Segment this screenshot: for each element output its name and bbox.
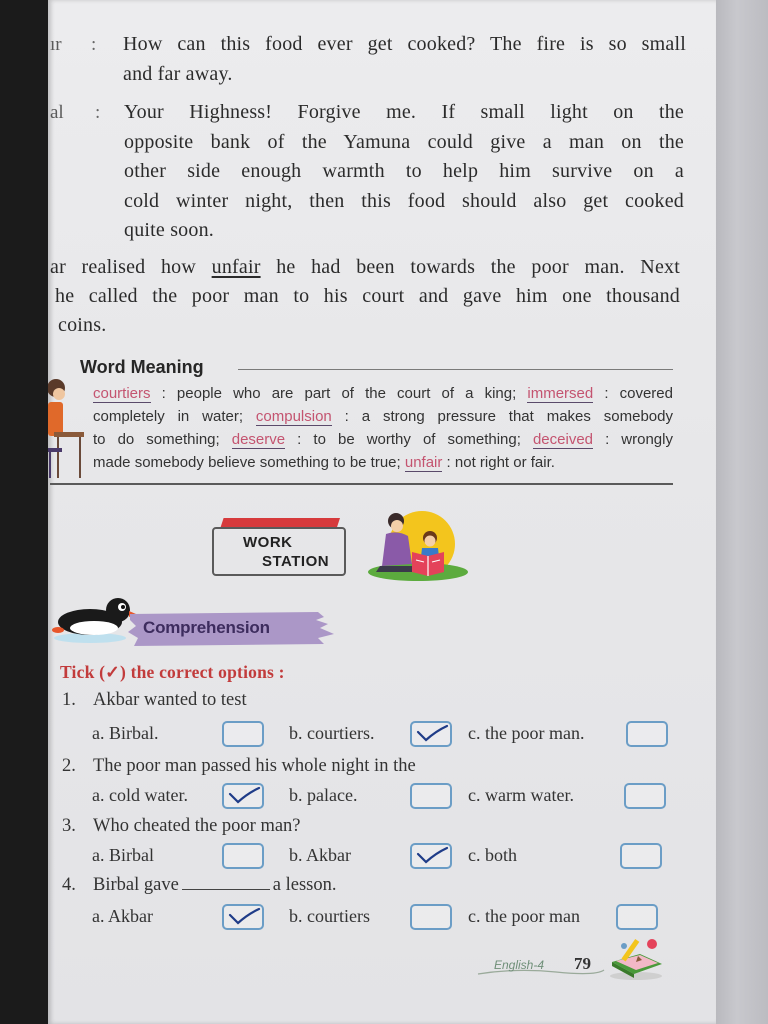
definition-text: : wrongly [593,431,673,448]
question-number: 1. [62,690,76,710]
definition-text: : covered [593,385,673,402]
answer-blank [182,875,270,890]
question-stem: The poor man passed his whole night in the [93,756,416,776]
definition-text: made somebody believe something to be true; [93,454,405,471]
dialogue-line: other side enough warmth to help him survive on a [124,160,684,182]
word-meaning-line [93,428,673,451]
speaker-label: al [50,102,64,123]
definition-text: : a strong pressure that makes somebody [331,408,673,425]
option-label: b. courtiers. [289,723,375,743]
speaker-colon: : [95,102,101,123]
option-label: c. the poor man [468,906,580,926]
word-meaning-heading: Word Meaning [80,357,204,377]
option-label: b. palace. [289,785,358,805]
definition-text: completely in water; [93,408,256,425]
section-divider [50,483,673,485]
word-meaning-block [93,382,673,474]
option-checkbox[interactable] [222,843,264,869]
option-checkbox[interactable] [620,843,662,869]
question-number: 3. [62,816,76,836]
dialogue-line: cold winter night, then this food should also get cooked [124,189,684,212]
option-label: b. courtiers [289,906,370,926]
penguin-icon [50,594,136,646]
option-checkbox[interactable] [222,721,264,747]
option-checkbox[interactable] [222,904,264,930]
instruction-text: Tick (✓) the correct options : [60,662,285,682]
definition-text: : people who are part of the court of a king; [150,385,528,402]
narration-text: ar realised how [50,256,212,278]
term-courtiers: courtiers [93,385,151,402]
option-checkbox[interactable] [410,904,452,930]
checkmark-icon [412,845,450,867]
reading-girl-illustration [48,372,88,482]
speaker-label: ır [50,34,62,55]
reading-illustration [366,510,474,584]
term-compulsion: compulsion [255,408,332,425]
checkmark-icon [224,785,262,807]
checkmark-icon [412,723,450,745]
checkmark-icon [224,906,262,928]
dialogue-line: quite soon. [124,219,214,241]
work-station-title: WORK [243,534,293,551]
dialogue-block [124,98,684,246]
term-deceived: deceived [532,431,594,448]
underlined-word: unfair [211,256,261,278]
question-stem-part: Birbal gave [93,875,179,895]
section-title: Comprehension [143,618,270,637]
option-checkbox[interactable] [222,783,264,809]
narration-line: he called the poor man to his court and gave him one thousand [55,285,680,307]
option-label: a. Birbal [92,845,154,865]
option-label: c. both [468,845,517,865]
definition-text: : to be worthy of something; [285,431,533,448]
word-meaning-line [93,382,673,405]
work-station-title: STATION [262,553,330,570]
question-stem: Akbar wanted to test [93,690,247,710]
word-meaning-line [93,405,673,428]
option-checkbox[interactable] [410,721,452,747]
speaker-colon: : [91,34,97,55]
question-number: 4. [62,875,76,895]
term-unfair: unfair [404,454,443,471]
dialogue-line: and far away. [123,62,233,85]
narration-line: coins. [58,314,107,336]
option-label: b. Akbar [289,845,351,865]
page-number: 79 [574,954,591,973]
heading-rule [238,369,673,370]
option-checkbox[interactable] [616,904,658,930]
narration-text: he had been towards the poor man. Next [260,256,680,278]
term-immersed: immersed [527,385,594,402]
question-number: 2. [62,756,76,776]
dialogue-line: How can this food ever get cooked? The fire is so small [123,33,686,55]
table-background [716,0,768,1024]
option-label: a. Birbal. [92,723,159,743]
word-meaning-line [93,451,673,474]
option-label: a. cold water. [92,785,188,805]
narration-line [50,253,680,282]
definition-text: to do something; [93,431,232,448]
term-deserve: deserve [231,431,286,448]
option-checkbox[interactable] [410,843,452,869]
question-stem-part: a lesson. [272,875,337,895]
question-stem [93,874,337,896]
dialogue-line: Your Highness! Forgive me. If small light on the [124,101,684,123]
dialogue-block [123,30,686,89]
book-pencil-icon [606,932,666,982]
book-label: English-4 [494,958,545,972]
option-checkbox[interactable] [624,783,666,809]
narration-block [50,253,680,340]
option-label: c. warm water. [468,785,574,805]
question-stem: Who cheated the poor man? [93,816,301,836]
definition-text: : not right or fair. [442,454,555,471]
option-checkbox[interactable] [626,721,668,747]
option-label: c. the poor man. [468,723,585,743]
dialogue-line: opposite bank of the Yamuna could give a man on the [124,130,684,153]
option-checkbox[interactable] [410,783,452,809]
option-label: a. Akbar [92,906,153,926]
